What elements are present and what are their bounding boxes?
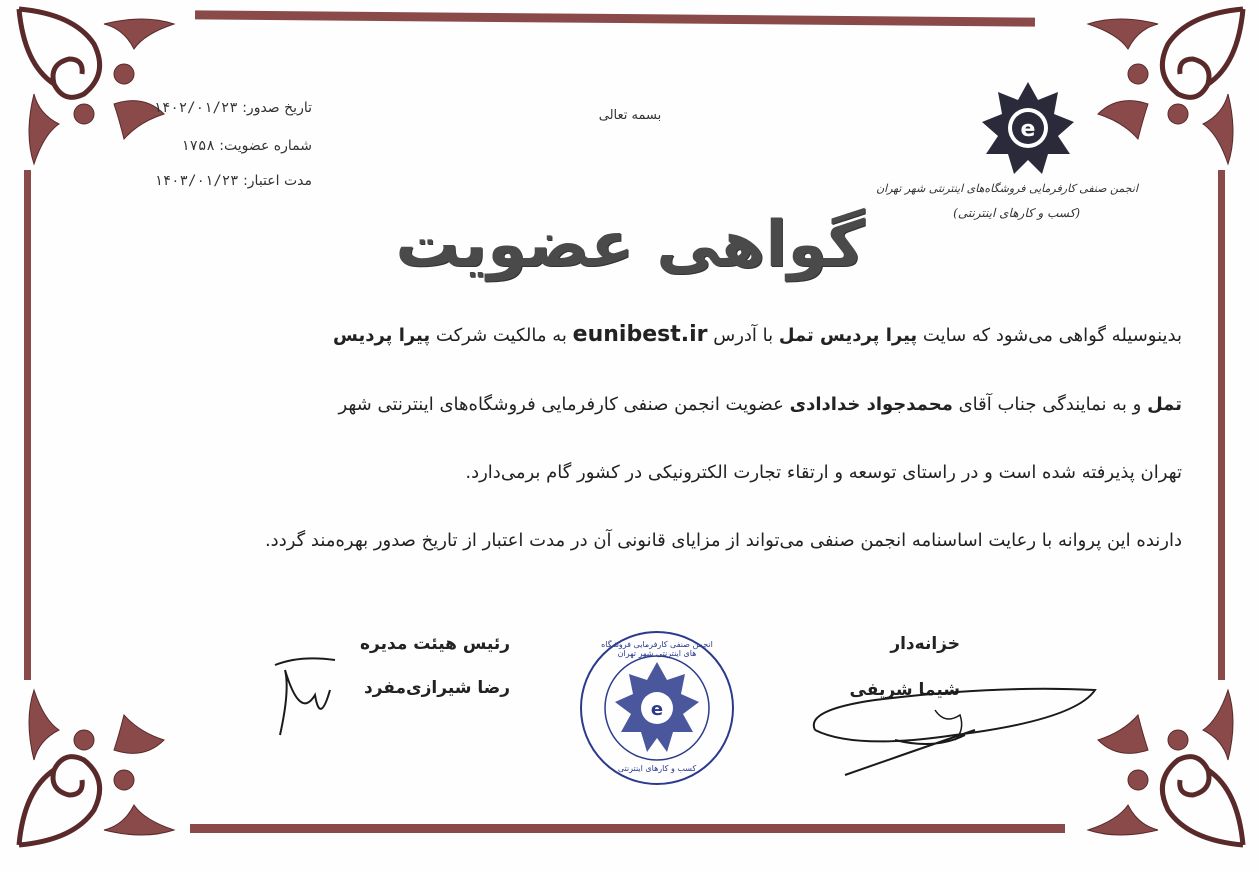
- membership-number-value: ۱۷۵۸: [181, 138, 215, 154]
- certificate-title: گواهی عضویت: [395, 208, 865, 282]
- body-line2-part2: عضویت انجمن صنفی کارفرمایی فروشگاه‌های اینترنتی شهر: [338, 394, 784, 415]
- validity-date-value: ۱۴۰۳/۰۱/۲۳: [154, 173, 239, 189]
- body-line2-part1: و به نمایندگی جناب آقای: [958, 394, 1142, 415]
- logo-caption-line2: (کسب و کارهای اینترنتی): [953, 206, 1080, 220]
- issue-date-value: ۱۴۰۲/۰۱/۲۳: [153, 100, 238, 116]
- bismillah: بسمه تعالی: [598, 108, 662, 123]
- representative-name: محمدجواد خدادادی: [789, 394, 953, 415]
- body-line1-part3: به مالکیت شرکت: [435, 325, 567, 346]
- issue-date: [112, 100, 312, 116]
- svg-text:e: e: [1020, 117, 1036, 142]
- chairman-signature: [270, 650, 350, 740]
- membership-number-label: شماره عضویت:: [219, 138, 312, 154]
- body-line-3: تهران پذیرفته شده است و در راستای توسعه و ارتقاء تجارت الکترونیکی در کشور گام برمی‌دارد.: [465, 462, 1182, 483]
- svg-text:e: e: [650, 699, 664, 720]
- body-line-1: [72, 322, 1182, 347]
- validity-date-label: مدت اعتبار:: [243, 173, 312, 189]
- site-domain: eunibest.ir: [572, 322, 708, 347]
- body-line-2: [72, 394, 1182, 415]
- site-name: پیرا پردیس تمل: [778, 325, 918, 346]
- body-line-4: دارنده این پروانه با رعایت اساسنامه انجمن صنفی می‌تواند از مزایای قانونی آن در مدت اعتبار از تاریخ صدور بهره‌مند گردد.: [264, 530, 1182, 551]
- company-name-1: پیرا پردیس: [333, 325, 431, 346]
- stamp-bottom-text: کسب و کارهای اینترنتی: [617, 764, 697, 773]
- body-line1-part1: بدینوسیله گواهی می‌شود که سایت: [922, 325, 1182, 346]
- validity-date: [112, 173, 312, 189]
- company-name-2: تمل: [1147, 394, 1182, 415]
- association-logo-icon: [980, 80, 1076, 176]
- logo-caption-line1: انجمن صنفی کارفرمایی فروشگاه‌های اینترنتی شهر تهران: [876, 182, 1138, 195]
- treasurer-name: شیما شریفی: [849, 680, 960, 700]
- treasurer-title: خزانه‌دار: [890, 634, 960, 654]
- corner-ornament-bottom-left: [14, 680, 184, 850]
- frame-top-bar: [195, 10, 1035, 26]
- frame-bottom-bar: [190, 824, 1065, 833]
- membership-number: [112, 138, 312, 154]
- chairman-name: رضا شیرازی‌مفرد: [363, 678, 510, 698]
- corner-ornament-top-right: [1078, 4, 1248, 174]
- issue-date-label: تاریخ صدور:: [242, 100, 312, 116]
- chairman-title: رئیس هیئت مدیره: [360, 634, 510, 654]
- frame-left-bar: [24, 170, 31, 680]
- stamp-ring-text: انجمن صنفی کارفرمایی فروشگاه های اینترنتی شهر تهران: [601, 640, 713, 658]
- body-line1-part2: با آدرس: [713, 325, 774, 346]
- treasurer-signature: [795, 680, 1105, 780]
- frame-right-bar: [1218, 170, 1225, 680]
